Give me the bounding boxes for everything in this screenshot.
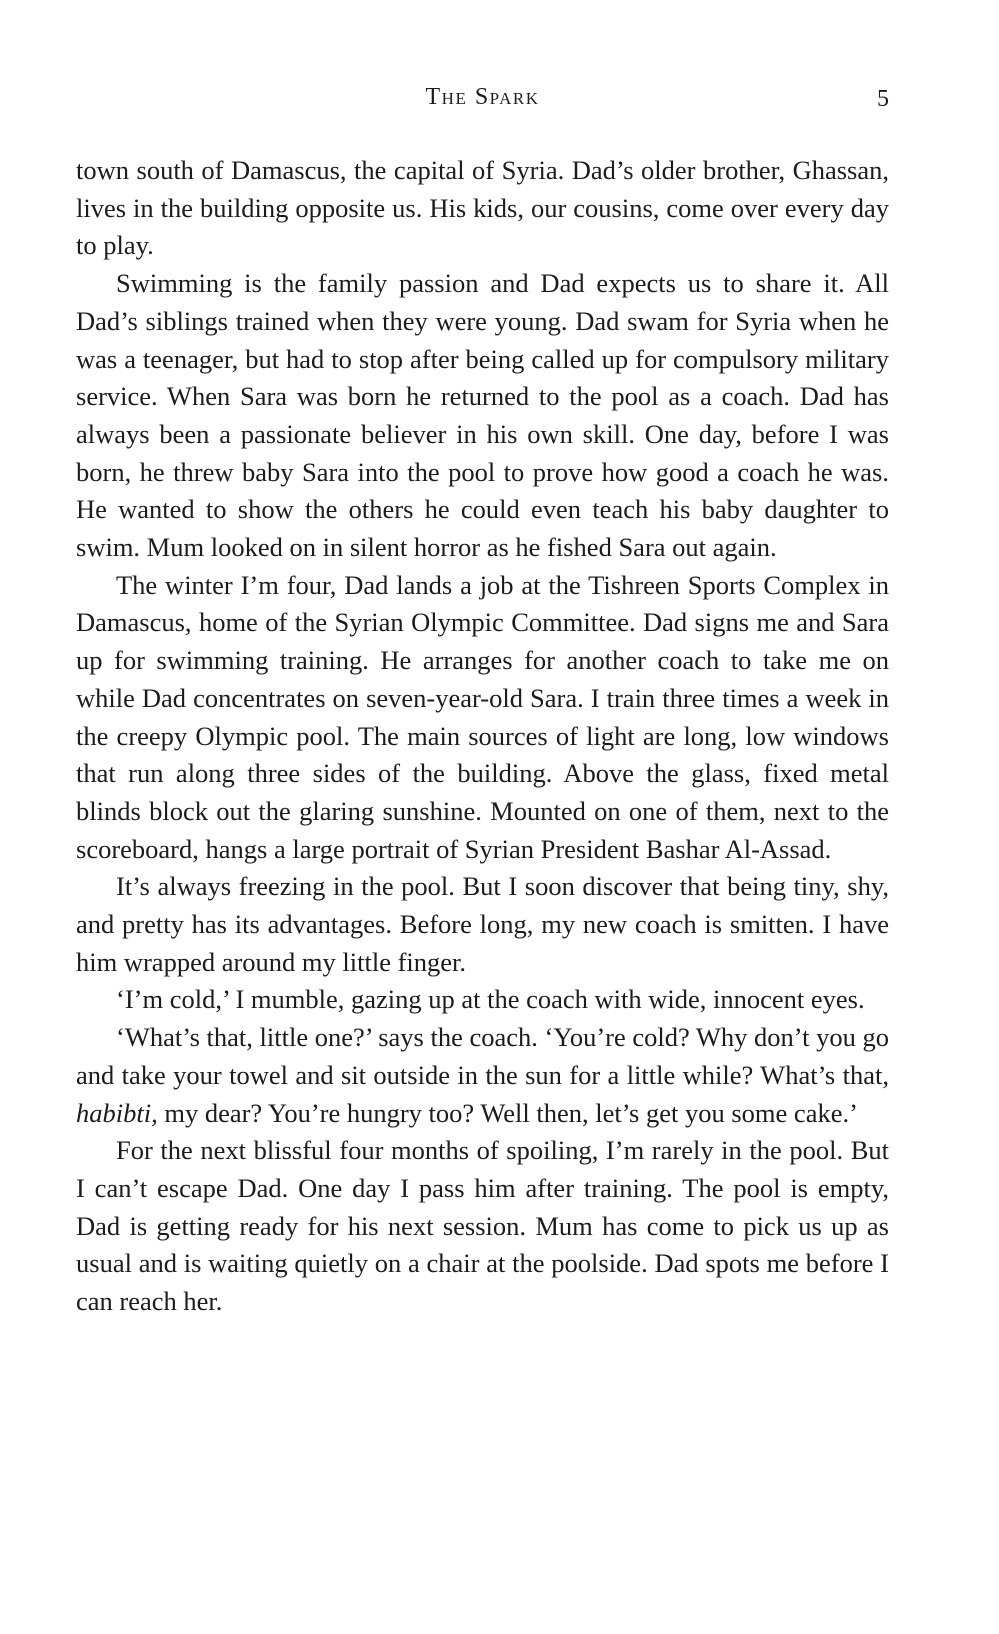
paragraph-6 xyxy=(76,1019,889,1132)
chapter-title: The Spark xyxy=(425,84,540,110)
body-text xyxy=(76,152,889,1321)
running-head xyxy=(76,84,889,118)
paragraph-3: The winter I’m four, Dad lands a job at the Tishreen Sports Complex in Damascus, home of the Syrian Olympic Committee. Dad signs me and Sara up for swimming training. He arranges for another coach to take me on while Dad concentrates on seven-year-old Sara. I train three times a week in the creepy Olympic pool. The main sources of light are long, low windows that run along three sides of the building. Above the glass, fixed metal blinds block out the glaring sunshine. Mounted on one of them, next to the scoreboard, hangs a large portrait of Syrian President Bashar Al-Assad. xyxy=(76,569,889,864)
page-number: 5 xyxy=(877,86,889,112)
italic-word: habibti, xyxy=(76,1097,158,1128)
paragraph-4: It’s always freezing in the pool. But I soon discover that being tiny, shy, and pretty has its advantages. Before long, my new coach is smitten. I have him wrapped around my little finger. xyxy=(76,871,889,977)
paragraph-6-start: ‘What’s that, little one?’ says the coach. ‘You’re cold? Why don’t you go and take your towel and sit outside in the sun for a little while? What’s that, xyxy=(76,1022,889,1090)
paragraph-7: For the next blissful four months of spoiling, I’m rarely in the pool. But I can’t escape Dad. One day I pass him after training. The pool is empty, Dad is getting ready for his next session. Mum has come to pick us up as usual and is waiting quietly on a chair at the poolside. Dad spots me before I can reach her. xyxy=(76,1135,889,1317)
paragraph-5: ‘I’m cold,’ I mumble, gazing up at the coach with wide, innocent eyes. xyxy=(116,984,865,1015)
paragraph-1: town south of Damascus, the capital of Syria. Dad’s older brother, Ghassan, lives in the building opposite us. His kids, our cousins, come over every day to play. xyxy=(76,155,889,261)
paragraph-6-end: my dear? You’re hungry too? Well then, let’s get you some cake.’ xyxy=(157,1097,858,1128)
paragraph-2: Swimming is the family passion and Dad expects us to share it. All Dad’s siblings trained when they were young. Dad swam for Syria when he was a teenager, but had to stop after being called up for compulsory military service. When Sara was born he returned to the pool as a coach. Dad has always been a passionate believer in his own skill. One day, before I was born, he threw baby Sara into the pool to prove how good a coach he was. He wanted to show the others he could even teach his baby daughter to swim. Mum looked on in silent horror as he fished Sara out again. xyxy=(76,268,889,563)
